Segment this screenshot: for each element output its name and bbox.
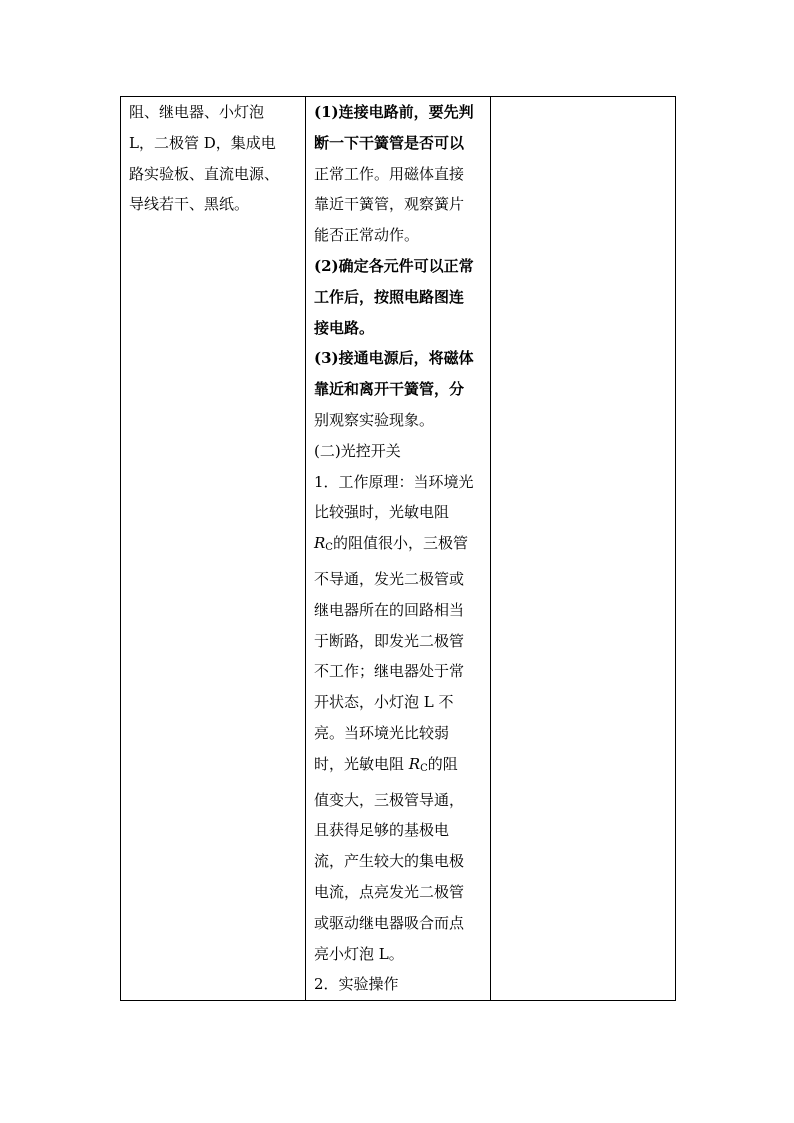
text-line: 能否正常动作。: [314, 226, 420, 245]
text-line: [314, 528, 482, 564]
text-line: 亮小灯泡 L。: [314, 944, 404, 963]
text-line: 别观察实验现象。: [314, 410, 435, 429]
text-line: 且获得足够的基极电: [314, 821, 450, 840]
text-line: 继电器所在的回路相当: [314, 600, 465, 619]
text-line: 比较强时，光敏电阻: [314, 503, 450, 522]
text-line: 靠近干簧管，观察簧片: [314, 195, 465, 214]
table-row: [121, 97, 676, 1001]
procedure-cell: [306, 97, 491, 1001]
text-line: 断一下干簧管是否可以: [314, 133, 465, 152]
text-line: (二)光控开关: [314, 441, 401, 460]
text-fragment: 的阻: [427, 754, 458, 773]
text-line: 1．工作原理：当环境光: [314, 472, 474, 491]
text-line: 电流，点亮发光二极管: [314, 882, 465, 901]
text-line: (1)连接电路前，要先判: [314, 103, 474, 121]
empty-cell: [491, 97, 676, 1001]
materials-cell: [121, 97, 306, 1001]
symbol-r: $R_C$: [408, 754, 428, 774]
materials-text: [121, 97, 305, 220]
symbol-subscript: C: [325, 542, 333, 554]
text-fragment: 时，光敏电阻: [314, 754, 409, 773]
text-line: L，二极管 D，集成电: [129, 133, 276, 152]
text-line: 于断路，即发光二极管: [314, 631, 465, 650]
procedure-text: [306, 97, 490, 1000]
text-line: (3)接通电源后，将磁体: [314, 349, 474, 368]
symbol-subscript: C: [420, 762, 428, 774]
text-line: 路实验板、直流电源、: [129, 164, 280, 183]
text-line: 流，产生较大的集电极: [314, 852, 465, 871]
text-line: 阻、继电器、小灯泡: [129, 103, 265, 121]
text-line: 开状态，小灯泡 L 不: [314, 693, 454, 712]
text-line: [314, 749, 482, 785]
text-line: 不导通，发光二极管或: [314, 569, 465, 588]
content-table: [120, 96, 676, 1001]
text-line: (2)确定各元件可以正常: [314, 256, 474, 275]
text-line: 2．实验操作: [314, 975, 399, 994]
text-fragment: 的阻值很小，三极管: [332, 534, 468, 553]
text-line: 不工作；继电器处于常: [314, 662, 465, 681]
text-line: 靠近和离开干簧管，分: [314, 380, 465, 399]
text-line: 值变大，三极管导通，: [314, 790, 465, 809]
text-line: 正常工作。用磁体直接: [314, 164, 465, 183]
text-line: 接电路。: [314, 318, 375, 337]
text-line: 或驱动继电器吸合而点: [314, 913, 465, 932]
text-line: 导线若干、黑纸。: [129, 195, 250, 214]
symbol-r: $R_C$: [314, 534, 333, 554]
text-line: 工作后，按照电路图连: [314, 287, 465, 306]
text-line: 亮。当环境光比较弱: [314, 723, 450, 742]
